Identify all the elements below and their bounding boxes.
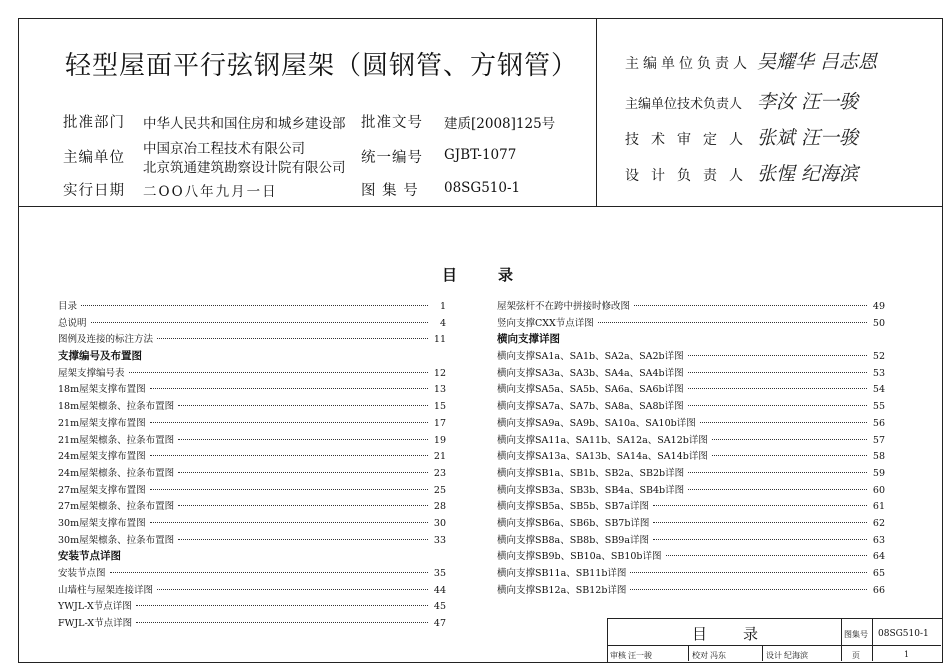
toc-entry-title: 横向支撑SB1a、SB1b、SB2a、SB2b详图	[497, 467, 685, 479]
title-block-page-number: 1	[904, 650, 910, 659]
toc-entry-title: 总说明	[58, 317, 87, 329]
title-block-design-label: 设计	[766, 651, 782, 660]
toc-dot-leader	[688, 388, 867, 389]
title-block-check-label: 校对	[692, 651, 708, 660]
toc-entry-title: 18m屋架檩条、拉条布置图	[58, 401, 175, 413]
toc-entry	[58, 365, 446, 382]
toc-entry-title: 横向支撑SA1a、SA1b、SA2a、SA2b详图	[497, 351, 684, 363]
toc-entry-page: 62	[872, 517, 885, 529]
toc-entry-title: 屋架支撑编号表	[58, 367, 125, 379]
toc-entry-title: 山墙柱与屋架连接详图	[58, 584, 154, 596]
toc-entry-title: 21m屋架檩条、拉条布置图	[58, 434, 175, 446]
atlas-number-label: 图 集 号	[361, 183, 419, 199]
toc-entry-page: 45	[433, 601, 446, 613]
toc-entry-title: FWJL-X节点详图	[58, 618, 133, 630]
title-block	[607, 618, 942, 662]
toc-section-heading: 支撑编号及布置图	[58, 350, 142, 363]
unified-number-label: 统一编号	[361, 150, 423, 166]
atlas-number-value: 08SG510-1	[444, 180, 521, 196]
toc-entry-page: 54	[872, 384, 885, 396]
toc-entry-page: 58	[872, 451, 885, 463]
title-block-atlas-label: 图集号	[844, 630, 868, 639]
toc-entry	[497, 582, 885, 599]
toc-title-right: 录	[498, 266, 514, 284]
toc-entry-title: 目录	[58, 301, 78, 312]
toc-entry-page: 19	[433, 434, 446, 446]
toc-entry-title: 24m屋架檩条、拉条布置图	[58, 467, 175, 479]
title-block-review-name: 汪一骏	[628, 651, 652, 660]
toc-entry-page: 33	[433, 534, 446, 546]
toc-entry	[58, 515, 446, 532]
toc-entry-page: 23	[433, 467, 446, 479]
toc-entry	[497, 448, 885, 465]
toc-section-heading: 横向支撑详图	[497, 333, 560, 346]
toc-entry-title: 18m屋架支撑布置图	[58, 384, 146, 396]
toc-entry-page: 13	[433, 384, 446, 396]
toc-dot-leader	[712, 439, 867, 440]
editor-unit-value-2: 北京筑通建筑勘察设计院有限公司	[143, 160, 346, 176]
toc-entry-title: 横向支撑SA9a、SA9b、SA10a、SA10b详图	[497, 417, 696, 429]
title-block-atlas-number: 08SG510-1	[878, 629, 929, 639]
toc-dot-leader	[630, 589, 867, 590]
toc-entry-page: 28	[433, 501, 446, 513]
toc-dot-leader	[150, 489, 428, 490]
toc-entry-page: 52	[872, 351, 885, 363]
toc-dot-leader	[688, 472, 867, 473]
toc-entry	[497, 298, 885, 315]
toc-dot-leader	[136, 605, 428, 606]
toc-entry-title: 图例及连接的标注方法	[58, 334, 154, 346]
toc-entry	[58, 498, 446, 515]
toc-entry-title: YWJL-X节点详图	[58, 601, 132, 613]
toc-entry-page: 61	[872, 501, 885, 513]
toc-left-column	[58, 298, 446, 632]
toc-entry-title: 横向支撑SA3a、SA3b、SA4a、SA4b详图	[497, 367, 684, 379]
toc-entry-title: 24m屋架支撑布置图	[58, 451, 146, 463]
toc-entry-title: 屋架弦杆不在跨中拼接时修改图	[497, 301, 631, 312]
toc-entry-title: 横向支撑SA5a、SA5b、SA6a、SA6b详图	[497, 384, 684, 396]
toc-entry	[497, 381, 885, 398]
title-block-review-label: 审核	[610, 651, 626, 660]
toc-dot-leader	[712, 455, 867, 456]
toc-dot-leader	[630, 572, 867, 573]
toc-dot-leader	[157, 589, 428, 590]
toc-entry-page: 66	[872, 584, 885, 596]
toc-entry-title: 30m屋架檩条、拉条布置图	[58, 534, 175, 546]
toc-entry-page: 47	[433, 618, 446, 630]
approval-dept-label: 批准部门	[63, 115, 125, 131]
toc-entry-page: 15	[433, 401, 446, 413]
toc-dot-leader	[136, 622, 428, 623]
toc-entry	[497, 465, 885, 482]
toc-dot-leader	[666, 555, 867, 556]
chief-editor-signature: 吴耀华 吕志恩	[757, 51, 878, 73]
toc-entry-title: 横向支撑SB8a、SB8b、SB9a详图	[497, 534, 650, 546]
toc-entry-page: 11	[433, 334, 446, 346]
chief-editor-label: 主编单位负责人	[625, 56, 751, 72]
toc-entry-title: 27m屋架支撑布置图	[58, 484, 146, 496]
toc-entry-page: 50	[872, 317, 885, 329]
toc-dot-leader	[91, 322, 428, 323]
toc-dot-leader	[150, 522, 428, 523]
toc-entry-page: 17	[433, 417, 446, 429]
toc-title-left: 目	[442, 266, 458, 284]
toc-section-heading: 安装节点详图	[58, 550, 121, 563]
toc-dot-leader	[150, 388, 428, 389]
toc-entry	[497, 398, 885, 415]
toc-entry	[58, 565, 446, 582]
header-divider	[19, 206, 942, 207]
toc-entry-page: 63	[872, 534, 885, 546]
toc-entry-title: 横向支撑SA11a、SA11b、SA12a、SA12b详图	[497, 434, 708, 446]
atlas-title: 轻型屋面平行弦钢屋架（圆钢管、方钢管）	[65, 51, 579, 81]
toc-entry-page: 44	[433, 584, 446, 596]
toc-entry	[58, 598, 446, 615]
toc-right-column	[497, 298, 885, 598]
toc-entry	[497, 565, 885, 582]
toc-entry-page: 55	[872, 401, 885, 413]
toc-entry	[58, 615, 446, 632]
toc-entry	[58, 315, 446, 332]
toc-entry-page: 56	[872, 417, 885, 429]
toc-entry-page: 60	[872, 484, 885, 496]
toc-entry-page: 35	[433, 568, 446, 579]
approval-dept-value: 中华人民共和国住房和城乡建设部	[143, 116, 346, 132]
title-block-drawing-title: 目 录	[692, 625, 761, 643]
toc-dot-leader	[688, 405, 867, 406]
toc-dot-leader	[688, 372, 867, 373]
toc-dot-leader	[598, 322, 867, 323]
toc-entry	[497, 365, 885, 382]
toc-dot-leader	[157, 338, 428, 339]
unified-number-value: GJBT-1077	[444, 147, 517, 163]
toc-dot-leader	[653, 522, 867, 523]
reviewer-label: 技术审定人	[625, 132, 755, 148]
toc-entry-title: 30m屋架支撑布置图	[58, 517, 146, 529]
toc-entry	[497, 548, 885, 565]
toc-dot-leader	[110, 572, 428, 573]
toc-entry	[497, 482, 885, 499]
toc-entry-title: 安装节点图	[58, 568, 106, 579]
toc-entry	[58, 432, 446, 449]
toc-entry-page: 53	[872, 367, 885, 379]
toc-entry	[58, 398, 446, 415]
toc-dot-leader	[700, 422, 867, 423]
toc-entry-title: 21m屋架支撑布置图	[58, 417, 146, 429]
toc-dot-leader	[653, 539, 867, 540]
editor-unit-value-1: 中国京冶工程技术有限公司	[143, 141, 305, 157]
effective-date-label: 实行日期	[63, 183, 125, 199]
toc-entry-page: 59	[872, 467, 885, 479]
toc-dot-leader	[688, 489, 867, 490]
toc-dot-leader	[653, 505, 867, 506]
toc-entry-page: 57	[872, 434, 885, 446]
designer-label: 设计负责人	[625, 168, 755, 184]
tech-lead-label: 主编单位技术负责人	[625, 97, 743, 112]
toc-entry-page: 21	[433, 451, 446, 463]
toc-entry	[497, 315, 885, 332]
toc-dot-leader	[634, 305, 867, 306]
editor-unit-label: 主编单位	[63, 150, 125, 166]
toc-entry	[497, 348, 885, 365]
toc-entry	[58, 532, 446, 549]
toc-entry-page: 4	[439, 317, 446, 329]
toc-entry-title: 横向支撑SB3a、SB3b、SB4a、SB4b详图	[497, 484, 685, 496]
toc-entry	[58, 465, 446, 482]
title-block-page-label: 页	[852, 651, 860, 660]
toc-entry	[497, 515, 885, 532]
toc-dot-leader	[688, 355, 867, 356]
toc-entry	[497, 532, 885, 549]
tech-lead-signature: 李汝 汪一骏	[757, 91, 859, 113]
responsibles-panel	[596, 19, 943, 207]
toc-dot-leader	[178, 539, 428, 540]
toc-entry-title: 横向支撑SB9b、SB10a、SB10b详图	[497, 551, 662, 563]
toc-dot-leader	[81, 305, 428, 306]
toc-dot-leader	[178, 472, 428, 473]
reviewer-signature: 张斌 汪一骏	[757, 127, 859, 149]
title-block-design-name: 纪海滨	[784, 651, 808, 660]
toc-dot-leader	[150, 422, 428, 423]
title-block-check-name: 冯东	[710, 651, 726, 660]
toc-entry	[58, 482, 446, 499]
toc-entry	[497, 415, 885, 432]
toc-entry-title: 竖向支撑CXX节点详图	[497, 317, 594, 329]
toc-entry-title: 横向支撑SB5a、SB5b、SB7a详图	[497, 501, 650, 513]
toc-entry-title: 横向支撑SB11a、SB11b详图	[497, 568, 627, 579]
toc-entry	[58, 331, 446, 348]
toc-dot-leader	[129, 372, 428, 373]
toc-dot-leader	[178, 405, 428, 406]
approval-doc-value: 建质[2008]125号	[444, 116, 556, 132]
toc-entry	[497, 432, 885, 449]
toc-entry	[58, 448, 446, 465]
designer-signature: 张惺 纪海滨	[757, 163, 859, 185]
toc-dot-leader	[178, 505, 428, 506]
toc-entry-page: 25	[433, 484, 446, 496]
toc-entry-title: 横向支撑SA13a、SA13b、SA14a、SA14b详图	[497, 451, 708, 463]
toc-entry	[497, 498, 885, 515]
toc-entry-title: 横向支撑SB6a、SB6b、SB7b详图	[497, 517, 650, 529]
toc-dot-leader	[178, 439, 428, 440]
toc-entry	[58, 582, 446, 599]
toc-entry	[58, 298, 446, 315]
toc-entry-page: 30	[433, 517, 446, 529]
toc-entry-title: 27m屋架檩条、拉条布置图	[58, 501, 175, 513]
toc-entry-page: 64	[872, 551, 885, 563]
toc-entry-page: 65	[872, 568, 885, 579]
effective-date-value: 二OO八年九月一日	[143, 184, 278, 200]
toc-entry-page: 12	[433, 367, 446, 379]
toc-entry	[58, 415, 446, 432]
toc-entry-page: 1	[439, 301, 446, 312]
toc-entry-title: 横向支撑SA7a、SA7b、SA8a、SA8b详图	[497, 401, 684, 413]
header-metadata	[19, 19, 593, 207]
toc-entry	[58, 381, 446, 398]
toc-entry-page: 49	[872, 301, 885, 312]
toc-dot-leader	[150, 455, 428, 456]
toc-entry-title: 横向支撑SB12a、SB12b详图	[497, 584, 627, 596]
approval-doc-label: 批准文号	[361, 115, 423, 131]
